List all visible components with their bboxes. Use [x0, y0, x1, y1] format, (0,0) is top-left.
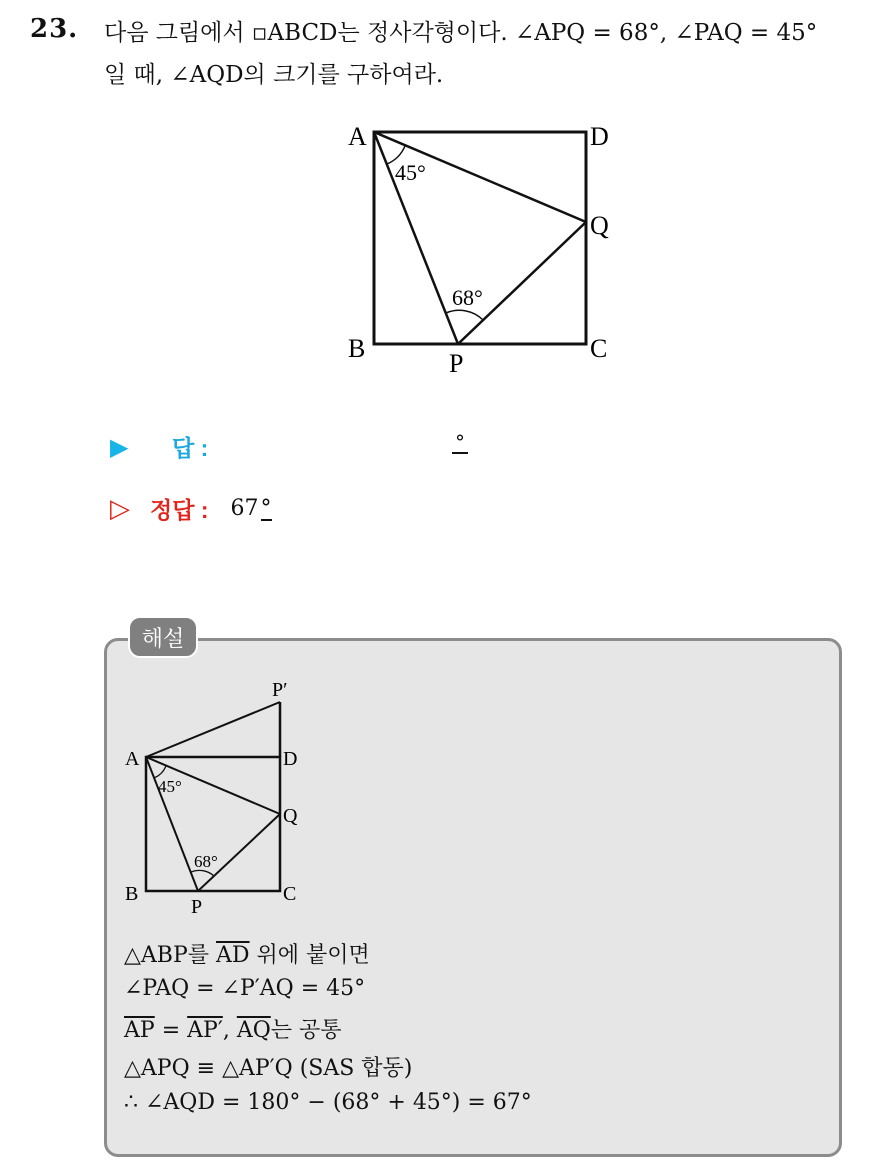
exp-label-d: D: [283, 748, 298, 770]
correct-unit: °: [260, 496, 272, 521]
exp-label-p: P: [191, 896, 203, 918]
explanation-line-4: △APQ ≡ △AP′Q (SAS 합동): [124, 1056, 413, 1081]
explanation-tab: 해설: [128, 616, 198, 658]
label-a: A: [348, 122, 367, 151]
play-outline-icon: ▷: [110, 493, 130, 524]
answer-label: 답 :: [172, 435, 209, 461]
correct-value: 67: [230, 496, 259, 521]
label-p: P: [449, 349, 464, 378]
angle-arc-apq: [446, 310, 483, 320]
explanation-line-1: △ABP를 $\overline{AD}$ 위에 붙이면: [124, 943, 370, 968]
label-c: C: [590, 334, 608, 363]
explanation-line-2: ∠PAQ = ∠P′AQ = 45°: [124, 976, 366, 1001]
label-d: D: [590, 122, 609, 151]
label-b: B: [348, 334, 366, 363]
question-text-line1: 다음 그림에서 ▫ABCD는 정사각형이다. ∠APQ = 68°, ∠PAQ = 45°: [104, 20, 818, 46]
label-q: Q: [590, 211, 609, 240]
exp-label-q: Q: [283, 805, 298, 827]
angle-label-apq: 68°: [452, 285, 483, 310]
play-icon: ▶: [110, 432, 129, 461]
explanation-line-3: $\overline{AP} = AP'$, $\overline{AQ}$는 공통: [124, 1018, 342, 1043]
explanation-figure: [120, 672, 310, 922]
question-text-line2: 일 때, ∠AQD의 크기를 구하여라.: [104, 62, 444, 88]
exp-angle-arc-apq: [191, 870, 214, 876]
correct-label: 정답 :: [150, 497, 209, 523]
explanation-line-5: ∴ ∠AQD = 180° − (68° + 45°) = 67°: [124, 1090, 532, 1115]
exp-label-b: B: [125, 883, 139, 905]
angle-label-paq: 45°: [395, 160, 426, 185]
exp-label-p-prime: P′: [272, 679, 288, 701]
answer-blank[interactable]: °: [452, 432, 468, 454]
exp-segment-ap-prime: [146, 702, 280, 757]
exp-label-a: A: [125, 748, 140, 770]
segment-pq: [458, 222, 586, 344]
segment-ad: $\overline{AD}$: [216, 943, 250, 968]
segment-ap: $\overline{AP}$: [124, 1018, 155, 1043]
exp-angle-label-paq: 45°: [158, 777, 182, 796]
exp-label-c: C: [283, 883, 297, 905]
segment-aq: $\overline{AQ}$: [236, 1018, 271, 1043]
exp-angle-label-apq: 68°: [194, 852, 218, 871]
question-figure: [340, 112, 630, 382]
answer-row: [110, 430, 208, 463]
correct-answer-row: [110, 492, 272, 525]
segment-ap-prime: AP′: [187, 1018, 223, 1043]
question-number: 23.: [30, 14, 79, 44]
